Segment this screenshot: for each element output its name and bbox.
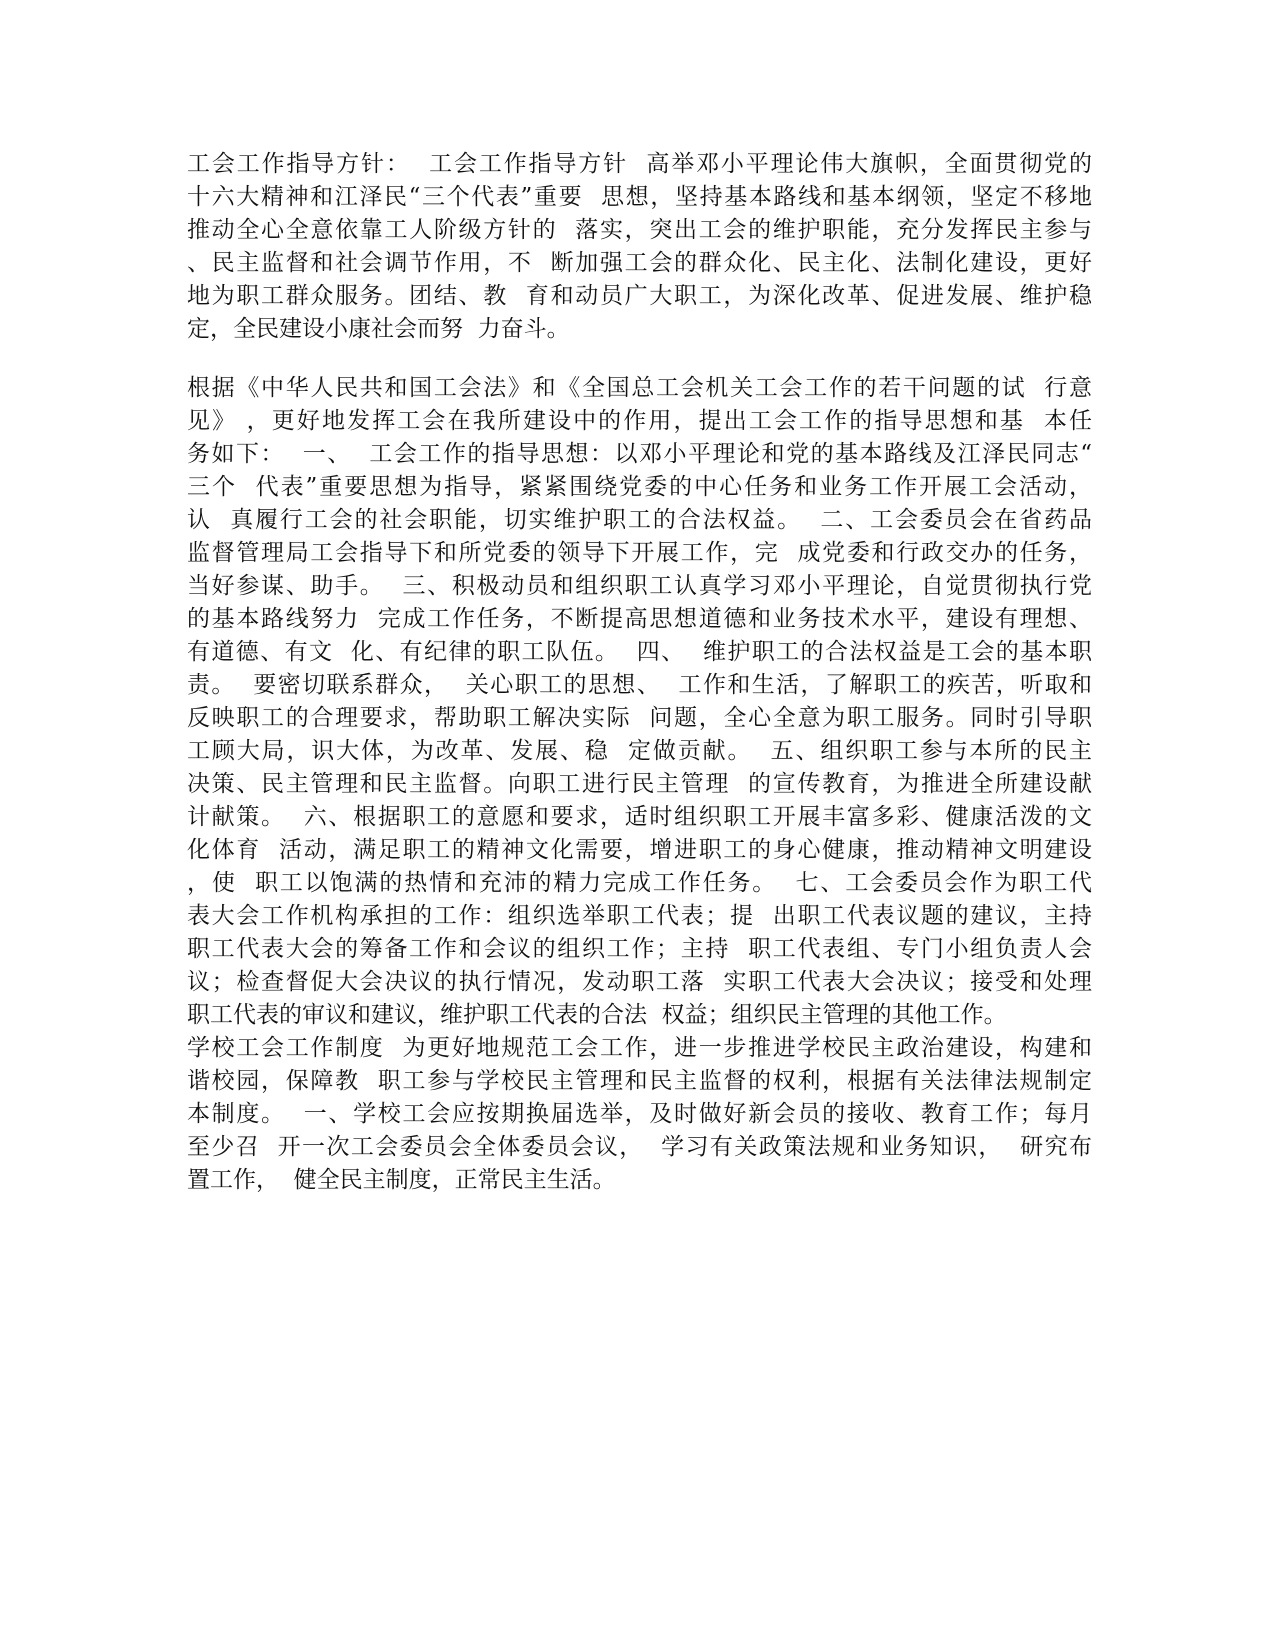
text-line: 化体育 活动，满足职工的精神文化需要，增进职工的身心健康，推动精神文明建设 [187, 837, 1092, 863]
text-line: 议；检查督促大会决议的执行情况，发动职工落 实职工代表大会决议；接受和处理 [187, 969, 1092, 995]
text-line: 工顾大局，识大体，为改革、发展、稳 定做贡献。 五、组织职工参与本所的民主 [187, 738, 1092, 764]
text-line: 责。 要密切联系群众， 关心职工的思想、 工作和生活，了解职工的疾苦，听取和 [187, 672, 1092, 698]
text-line: 计献策。 六、根据职工的意愿和要求，适时组织职工开展丰富多彩、健康活泼的文 [187, 804, 1092, 830]
text-line: 置工作， 健全民主制度，正常民主生活。 [187, 1167, 616, 1193]
text-line: 有道德、有文 化、有纪律的职工队伍。 四、 维护职工的合法权益是工会的基本职 [187, 639, 1092, 665]
text-line: 见》 ，更好地发挥工会在我所建设中的作用，提出工会工作的指导思想和基 本任 [187, 408, 1092, 434]
text-line: 至少召 开一次工会委员会全体委员会议， 学习有关政策法规和业务知识， 研究布 [187, 1134, 1092, 1160]
text-line: 定，全民建设小康社会而努 力奋斗。 [187, 316, 570, 342]
text-line: ，使 职工以饱满的热情和充沛的精力完成工作任务。 七、工会委员会作为职工代 [187, 870, 1092, 896]
text-line: 职工代表的审议和建议，维护职工代表的合法 权益；组织民主管理的其他工作。 [187, 1002, 1007, 1028]
text-line: 谐校园，保障教 职工参与学校民主管理和民主监督的权利，根据有关法律法规制定 [187, 1068, 1092, 1094]
text-line: 反映职工的合理要求，帮助职工解决实际 问题，全心全意为职工服务。同时引导职 [187, 705, 1092, 731]
text-line: 务如下： 一、 工会工作的指导思想：以邓小平理论和党的基本路线及江泽民同志“ [187, 441, 1092, 467]
paragraph-work-tasks [187, 372, 1092, 1197]
paragraph-guiding-policy [187, 148, 1092, 346]
text-line: 工会工作指导方针： 工会工作指导方针 高举邓小平理论伟大旗帜，全面贯彻党的 [187, 151, 1092, 177]
text-line: 根据《中华人民共和国工会法》和《全国总工会机关工会工作的若干问题的试 行意 [187, 375, 1092, 401]
text-line: 、民主监督和社会调节作用，不 断加强工会的群众化、民主化、法制化建设，更好 [187, 250, 1092, 276]
text-line: 学校工会工作制度 为更好地规范工会工作，进一步推进学校民主政治建设，构建和 [187, 1035, 1092, 1061]
text-line: 职工代表大会的筹备工作和会议的组织工作；主持 职工代表组、专门小组负责人会 [187, 936, 1092, 962]
text-line: 十六大精神和江泽民“三个代表”重要 思想，坚持基本路线和基本纲领，坚定不移地 [187, 184, 1092, 210]
text-line: 表大会工作机构承担的工作：组织选举职工代表；提 出职工代表议题的建议，主持 [187, 903, 1092, 929]
text-line: 三个 代表”重要思想为指导，紧紧围绕党委的中心任务和业务工作开展工会活动， [187, 474, 1092, 500]
text-line: 的基本路线努力 完成工作任务，不断提高思想道德和业务技术水平，建设有理想、 [187, 606, 1092, 632]
text-line: 本制度。 一、学校工会应按期换届选举，及时做好新会员的接收、教育工作；每月 [187, 1101, 1092, 1127]
text-line: 认 真履行工会的社会职能，切实维护职工的合法权益。 二、工会委员会在省药品 [187, 507, 1092, 533]
text-line: 地为职工群众服务。团结、教 育和动员广大职工，为深化改革、促进发展、维护稳 [187, 283, 1092, 309]
text-line: 当好参谋、助手。 三、积极动员和组织职工认真学习邓小平理论，自觉贯彻执行党 [187, 573, 1092, 599]
text-line: 决策、民主管理和民主监督。向职工进行民主管理 的宣传教育，为推进全所建设献 [187, 771, 1092, 797]
text-line: 推动全心全意依靠工人阶级方针的 落实，突出工会的维护职能，充分发挥民主参与 [187, 217, 1092, 243]
text-line: 监督管理局工会指导下和所党委的领导下开展工作，完 成党委和行政交办的任务， [187, 540, 1092, 566]
